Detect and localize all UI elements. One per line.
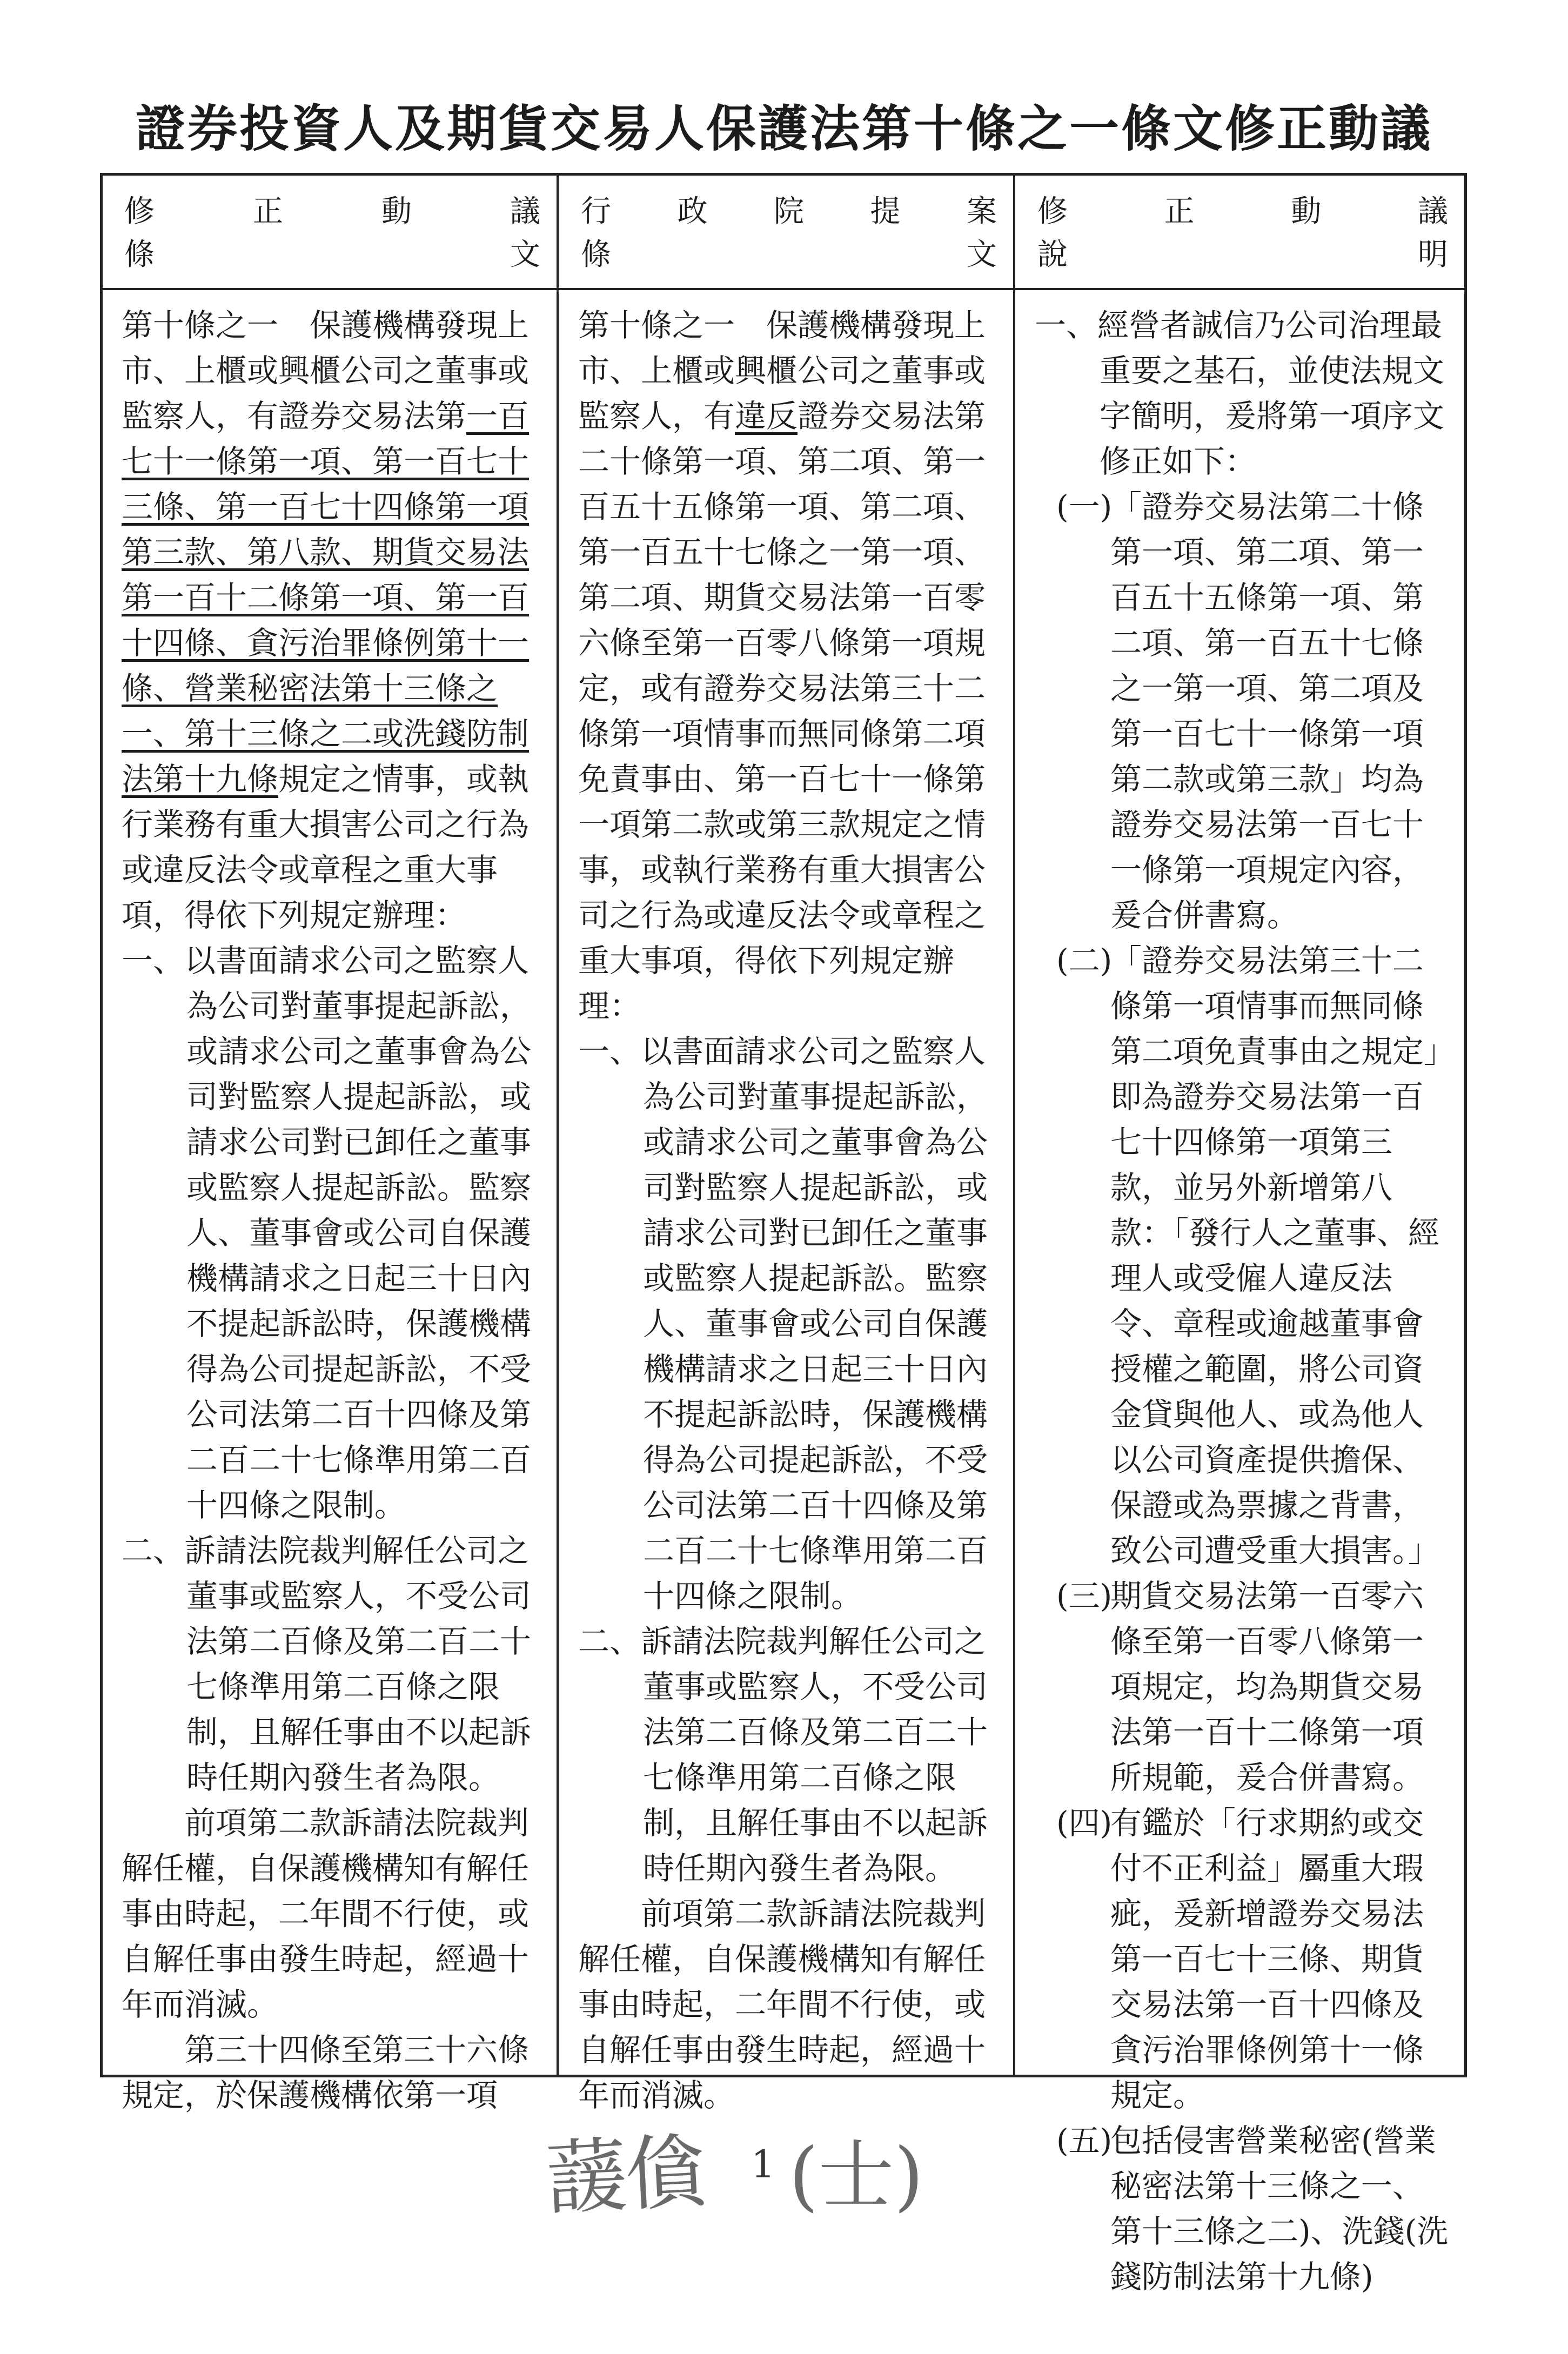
proposal-item-1: 一、以書面請求公司之監察人為公司對董事提起訴訟，或請求公司之董事會為公司對監察人提起訴訟，或請求公司對已卸任之董事或監察人提起訴訟。監察人、董事會或公司自保護機構請求之日起三十日內不提起訴訟時，保護機構得為公司提起訴訟，不受公司法第二百十四條及第二百二十七條準用第二百十四條之限制。 <box>578 1033 988 1614</box>
article-item-2: 二、訴請法院裁判解任公司之董事或監察人，不受公司法第二百條及第二百二十七條準用第二百條之限制，且解任事由不以起訴時任期內發生者為限。 <box>122 1532 532 1796</box>
document-title: 證券投資人及期貨交易人保護法第十條之一條文修正動議 <box>135 99 1432 158</box>
article-paragraph-3: 第三十四條至第三十六條規定，於保護機構依第一項 <box>122 2031 530 2114</box>
explanation-point-1: (一) 「證券交易法第二十條第一項、第二項、第一百五十五條第一項、第二項、第一百五十七條之一第一項、第二項及第一百七十一條第一項第二款或第三款」均為證券交易法第一百七十一條第一項規定內容，爰合併書寫。 <box>1056 488 1424 934</box>
handwritten-page-mark: (士) <box>789 2132 924 2220</box>
page-footer <box>544 2110 1032 2227</box>
explanation-column <box>1035 303 1453 2299</box>
explanation-point-2: (二) 「證券交易法第三十二條第一項情事而無同條第二項免責事由之規定」即為證券交易法第一百七十四條第一項第三款，並另外新增第八款：「發行人之董事、經理人或受僱人違反法令、章程或逾越董事會授權之範圍，將公司資金貸與他人、或為他人以公司資產提供擔保、保證或為票據之背書，致公司遭受重大損害。」 <box>1056 942 1440 1569</box>
proposal-paragraph-2: 前項第二款訴請法院裁判解任權，自保護機構知有解任事由時起，二年間不行使，或自解任事由發生時起，經過十年而消滅。 <box>578 1895 986 2114</box>
article-item-1: 一、以書面請求公司之監察人為公司對董事提起訴訟，或請求公司之董事會為公司對監察人提起訴訟，或請求公司對已卸任之董事或監察人提起訴訟。監察人、董事會或公司自保護機構請求之日起三十日內不提起訴訟時，保護機構得為公司提起訴訟，不受公司法第二百十四條及第二百二十七條準用第二百十四條之限制。 <box>122 942 532 1524</box>
column-divider <box>1013 176 1015 2075</box>
explanation-point-5: (五) 包括侵害營業秘密(營業秘密法第十三條之一、第十三條之二)、洗錢(洗錢防制法第十九條) <box>1056 2122 1449 2295</box>
proposal-intro: 第十條之一 保護機構發現上市、上櫃或興櫃公司之董事或監察人，有違反證券交易法第二十條第一項、第二項、第一百五十五條第一項、第二項、第一百五十七條之一第一項、第二項、期貨交易法第一百零六條至第一百零八條第一項規定，或有證券交易法第三十二條第一項情事而無同條第二項免責事由、第一百七十一條第一項第二款或第三款規定之情事，或執行業務有重大損害公司之行為或違反法令或章程之重大事項，得依下列規定辦理： <box>578 307 986 1024</box>
header-divider <box>103 288 1464 290</box>
page-number: 1 <box>751 2142 775 2187</box>
proposal-item-2: 二、訴請法院裁判解任公司之董事或監察人，不受公司法第二百條及第二百二十七條準用第二百條之限制，且解任事由不以起訴時任期內發生者為限。 <box>578 1623 988 1887</box>
explanation-intro: 一、經營者誠信乃公司治理最重要之基石，並使法規文字簡明，爰將第一項序文修正如下： <box>1035 307 1445 480</box>
article-intro: 第十條之一 保護機構發現上市、上櫃或興櫃公司之董事或監察人，有證券交易法第一百七十一條第一項、第一百七十三條、第一百七十四條第一項第三款、第八款、期貨交易法第一百十二條第一項、第一百十四條、貪污治罪條例第十一條、營業秘密法第十三條之一、第十三條之二或洗錢防制法第十九條規定之情事，或執行業務有重大損害公司之行為或違反法令或章程之重大事項，得依下列規定辦理： <box>122 307 530 934</box>
header-explanation: 修 正 動 議 說 明 <box>1037 194 1448 272</box>
column-divider <box>557 176 559 2075</box>
executive-proposal-column <box>578 303 1000 2118</box>
amendment-text-column <box>122 303 543 2118</box>
article-paragraph-2: 前項第二款訴請法院裁判解任權，自保護機構知有解任事由時起，二年間不行使，或自解任事由發生時起，經過十年而消滅。 <box>122 1805 530 2023</box>
handwritten-signature: 蘐僋 <box>544 2124 707 2227</box>
header-amendment-text: 修 正 動 議 條 文 <box>124 194 540 272</box>
header-executive-proposal: 行 政 院 提 案 條 文 <box>581 194 997 272</box>
explanation-point-4: (四) 有鑑於「行求期約或交付不正利益」屬重大瑕疵，爰新增證券交易法第一百七十三條、期貨交易法第一百十四條及貪污治罪條例第十一條規定。 <box>1056 1805 1424 2114</box>
explanation-point-3: (三) 期貨交易法第一百零六條至第一百零八條第一項規定，均為期貨交易法第一百十二條第一項所規範，爰合併書寫。 <box>1056 1578 1424 1796</box>
